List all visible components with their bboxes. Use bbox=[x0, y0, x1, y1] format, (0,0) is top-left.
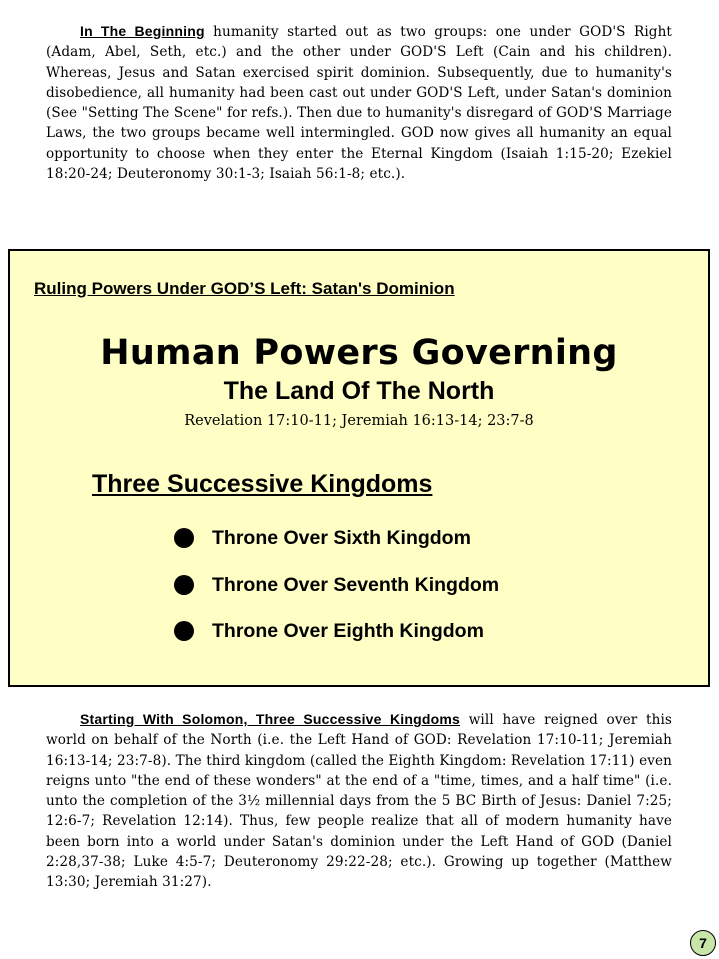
kingdom-label: Throne Over Sixth Kingdom bbox=[212, 527, 471, 549]
closing-paragraph bbox=[46, 709, 672, 893]
bullet-icon bbox=[174, 528, 194, 548]
box-title: Human Powers Governing bbox=[100, 333, 618, 373]
kingdom-list bbox=[174, 527, 499, 667]
intro-text: humanity started out as two groups: one under GOD'S Right (Adam, Abel, Seth, etc.) and the other under GOD'S Left (Cain and his children). Whereas, Jesus and Satan exercised spirit dominion. Subsequently, due to humanity's disobedience, all humanity had been cast out under GOD'S Left, under Satan's dominion (See "Setting The Scene" for refs.). Then due to humanity's disregard of GOD'S Marriage Laws, the two groups became well intermingled. GOD now gives all humanity an equal opportunity to choose when they enter the Eternal Kingdom (Isaiah 1:15-20; Ezekiel 18:20-24; Deuteronomy 30:1-3; Isaiah 56:1-8; etc.). bbox=[46, 24, 672, 183]
section-title: Three Successive Kingdoms bbox=[92, 470, 433, 498]
kingdom-label: Throne Over Eighth Kingdom bbox=[212, 620, 484, 642]
closing-text: will have reigned over this world on behalf of the North (i.e. the Left Hand of GOD: Revelation 17:10-11; Jeremiah 16:13-14; 23:7-8). The third kingdom (called the Eighth Kingdom: Revelation 17:11) even reigns unto "the end of these wonders" at the end of a "time, times, and a half time" (i.e. unto the completion of the 3½ millennial days from the 5 BC Birth of Jesus: Daniel 7:25; 12:6-7; Revelation 12:14). Thus, few people realize that all of modern humanity have been born into a world under Satan's dominion under the Left Hand of GOD (Daniel 2:28,37-38; Luke 4:5-7; Deuteronomy 29:22-28; etc.). Growing up together (Matthew 13:30; Jeremiah 31:27). bbox=[46, 712, 672, 891]
box-heading: Ruling Powers Under GOD’S Left: Satan's Dominion bbox=[34, 279, 455, 298]
bullet-icon bbox=[174, 575, 194, 595]
bullet-icon bbox=[174, 621, 194, 641]
kingdom-label: Throne Over Seventh Kingdom bbox=[212, 573, 500, 596]
list-item bbox=[174, 574, 499, 621]
box-subtitle: The Land Of The North bbox=[223, 377, 495, 405]
list-item bbox=[174, 620, 499, 667]
ruling-powers-box bbox=[8, 249, 710, 687]
intro-lead: In The Beginning bbox=[80, 23, 205, 39]
box-references: Revelation 17:10-11; Jeremiah 16:13-14; 23:7-8 bbox=[184, 413, 534, 429]
page-number-badge: 7 bbox=[690, 930, 716, 956]
list-item bbox=[174, 527, 499, 574]
intro-paragraph bbox=[46, 21, 672, 184]
closing-lead: Starting With Solomon, Three Successive Kingdoms bbox=[80, 711, 461, 727]
